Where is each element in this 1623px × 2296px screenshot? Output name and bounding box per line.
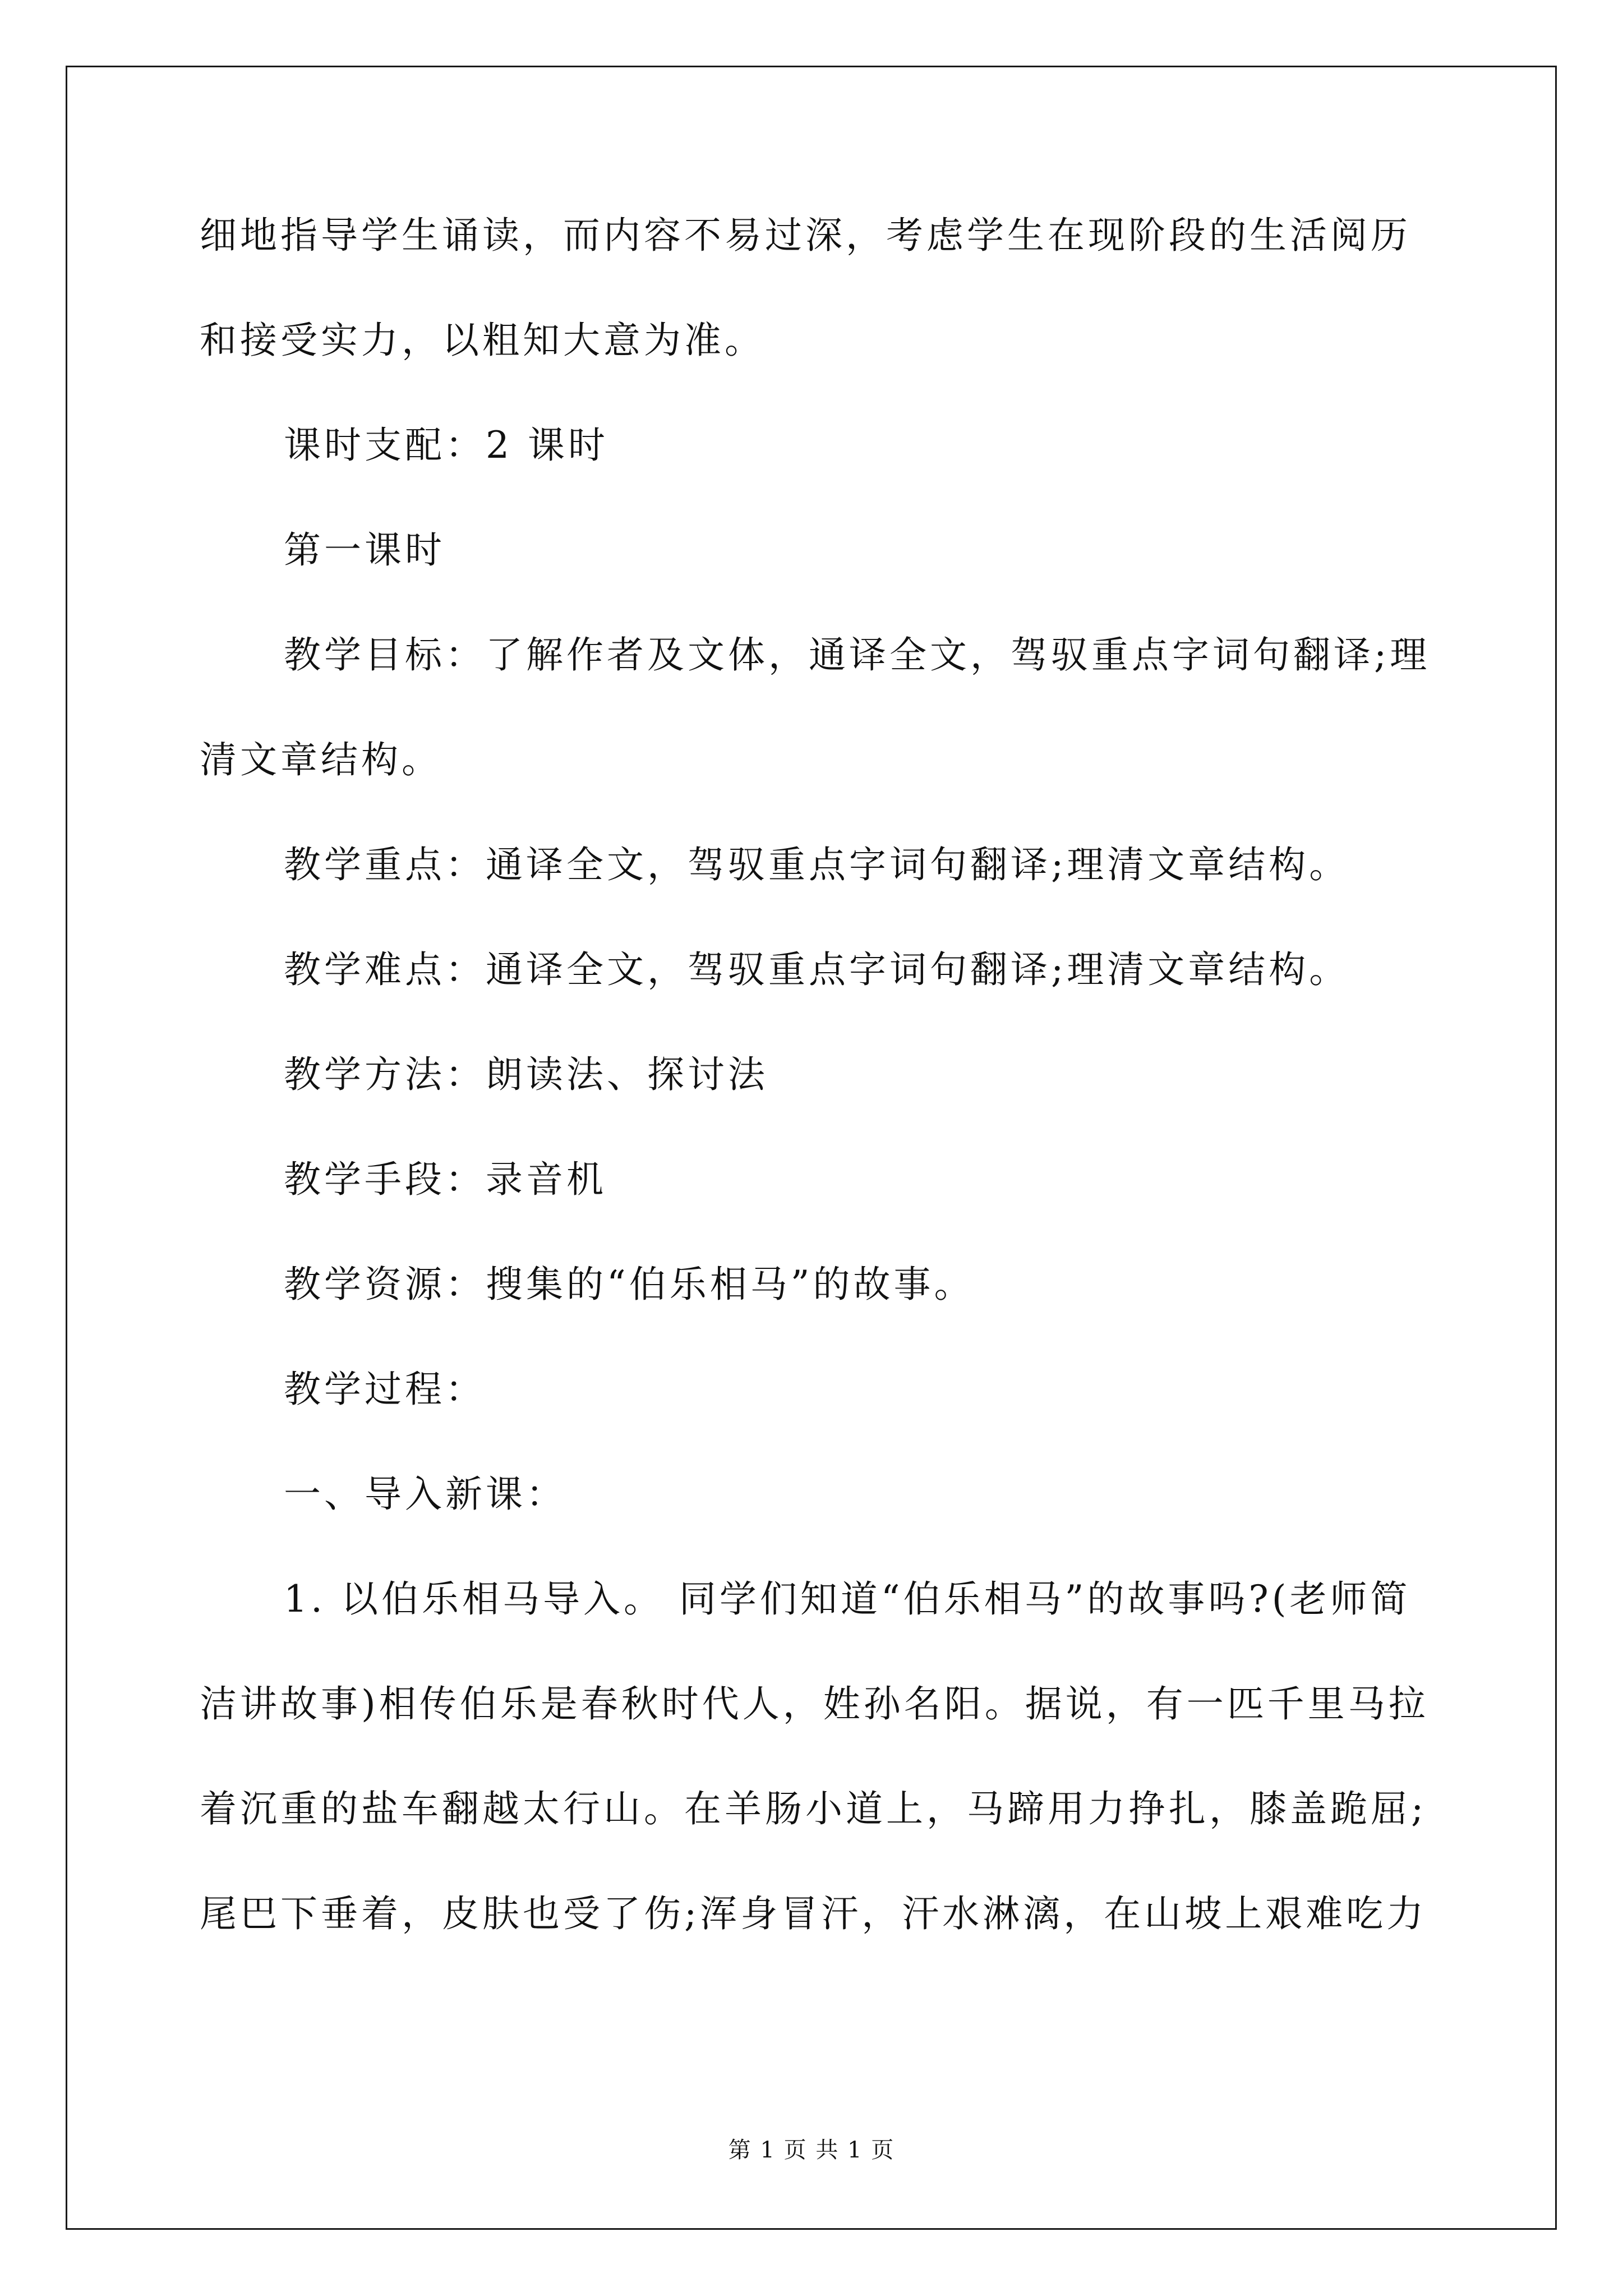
text-line: 教学手段：录音机	[284, 1158, 607, 1201]
text-line: 尾巴下垂着，皮肤也受了伤;浑身冒汗，汗水淋漓，在山坡上艰难吃力	[200, 1892, 1427, 1935]
text-line: 教学重点：通译全文，驾驭重点字词句翻译;理清文章结构。	[284, 843, 1350, 886]
text-line: 清文章结构。	[200, 738, 442, 781]
text-line: 和接受实力，以粗知大意为准。	[200, 319, 765, 362]
text-line: 课时支配：2 课时	[284, 424, 608, 467]
text-line: 教学难点：通译全文，驾驭重点字词句翻译;理清文章结构。	[284, 948, 1350, 991]
text-line: 洁讲故事)相传伯乐是春秋时代人，姓孙名阳。据说，有一匹千里马拉	[200, 1682, 1429, 1726]
text-line: 教学目标：了解作者及文体，通译全文，驾驭重点字词句翻译;理	[284, 633, 1431, 677]
text-line: 教学方法：朗读法、探讨法	[284, 1053, 768, 1096]
text-line: 细地指导学生诵读，而内容不易过深，考虑学生在现阶段的生活阅历	[200, 214, 1411, 257]
text-line: 教学过程：	[284, 1368, 486, 1411]
text-line: 一、导入新课：	[284, 1473, 566, 1516]
text-line: 1. 以伯乐相马导入。 同学们知道“伯乐相马”的故事吗?(老师简	[284, 1577, 1411, 1621]
text-line: 着沉重的盐车翻越太行山。在羊肠小道上，马蹄用力挣扎，膝盖跪屈;	[200, 1787, 1427, 1830]
text-line: 第一课时	[284, 528, 445, 572]
text-line: 教学资源：搜集的“伯乐相马”的故事。	[284, 1263, 975, 1306]
page-number-footer: 第 1 页 共 1 页	[728, 2137, 895, 2163]
